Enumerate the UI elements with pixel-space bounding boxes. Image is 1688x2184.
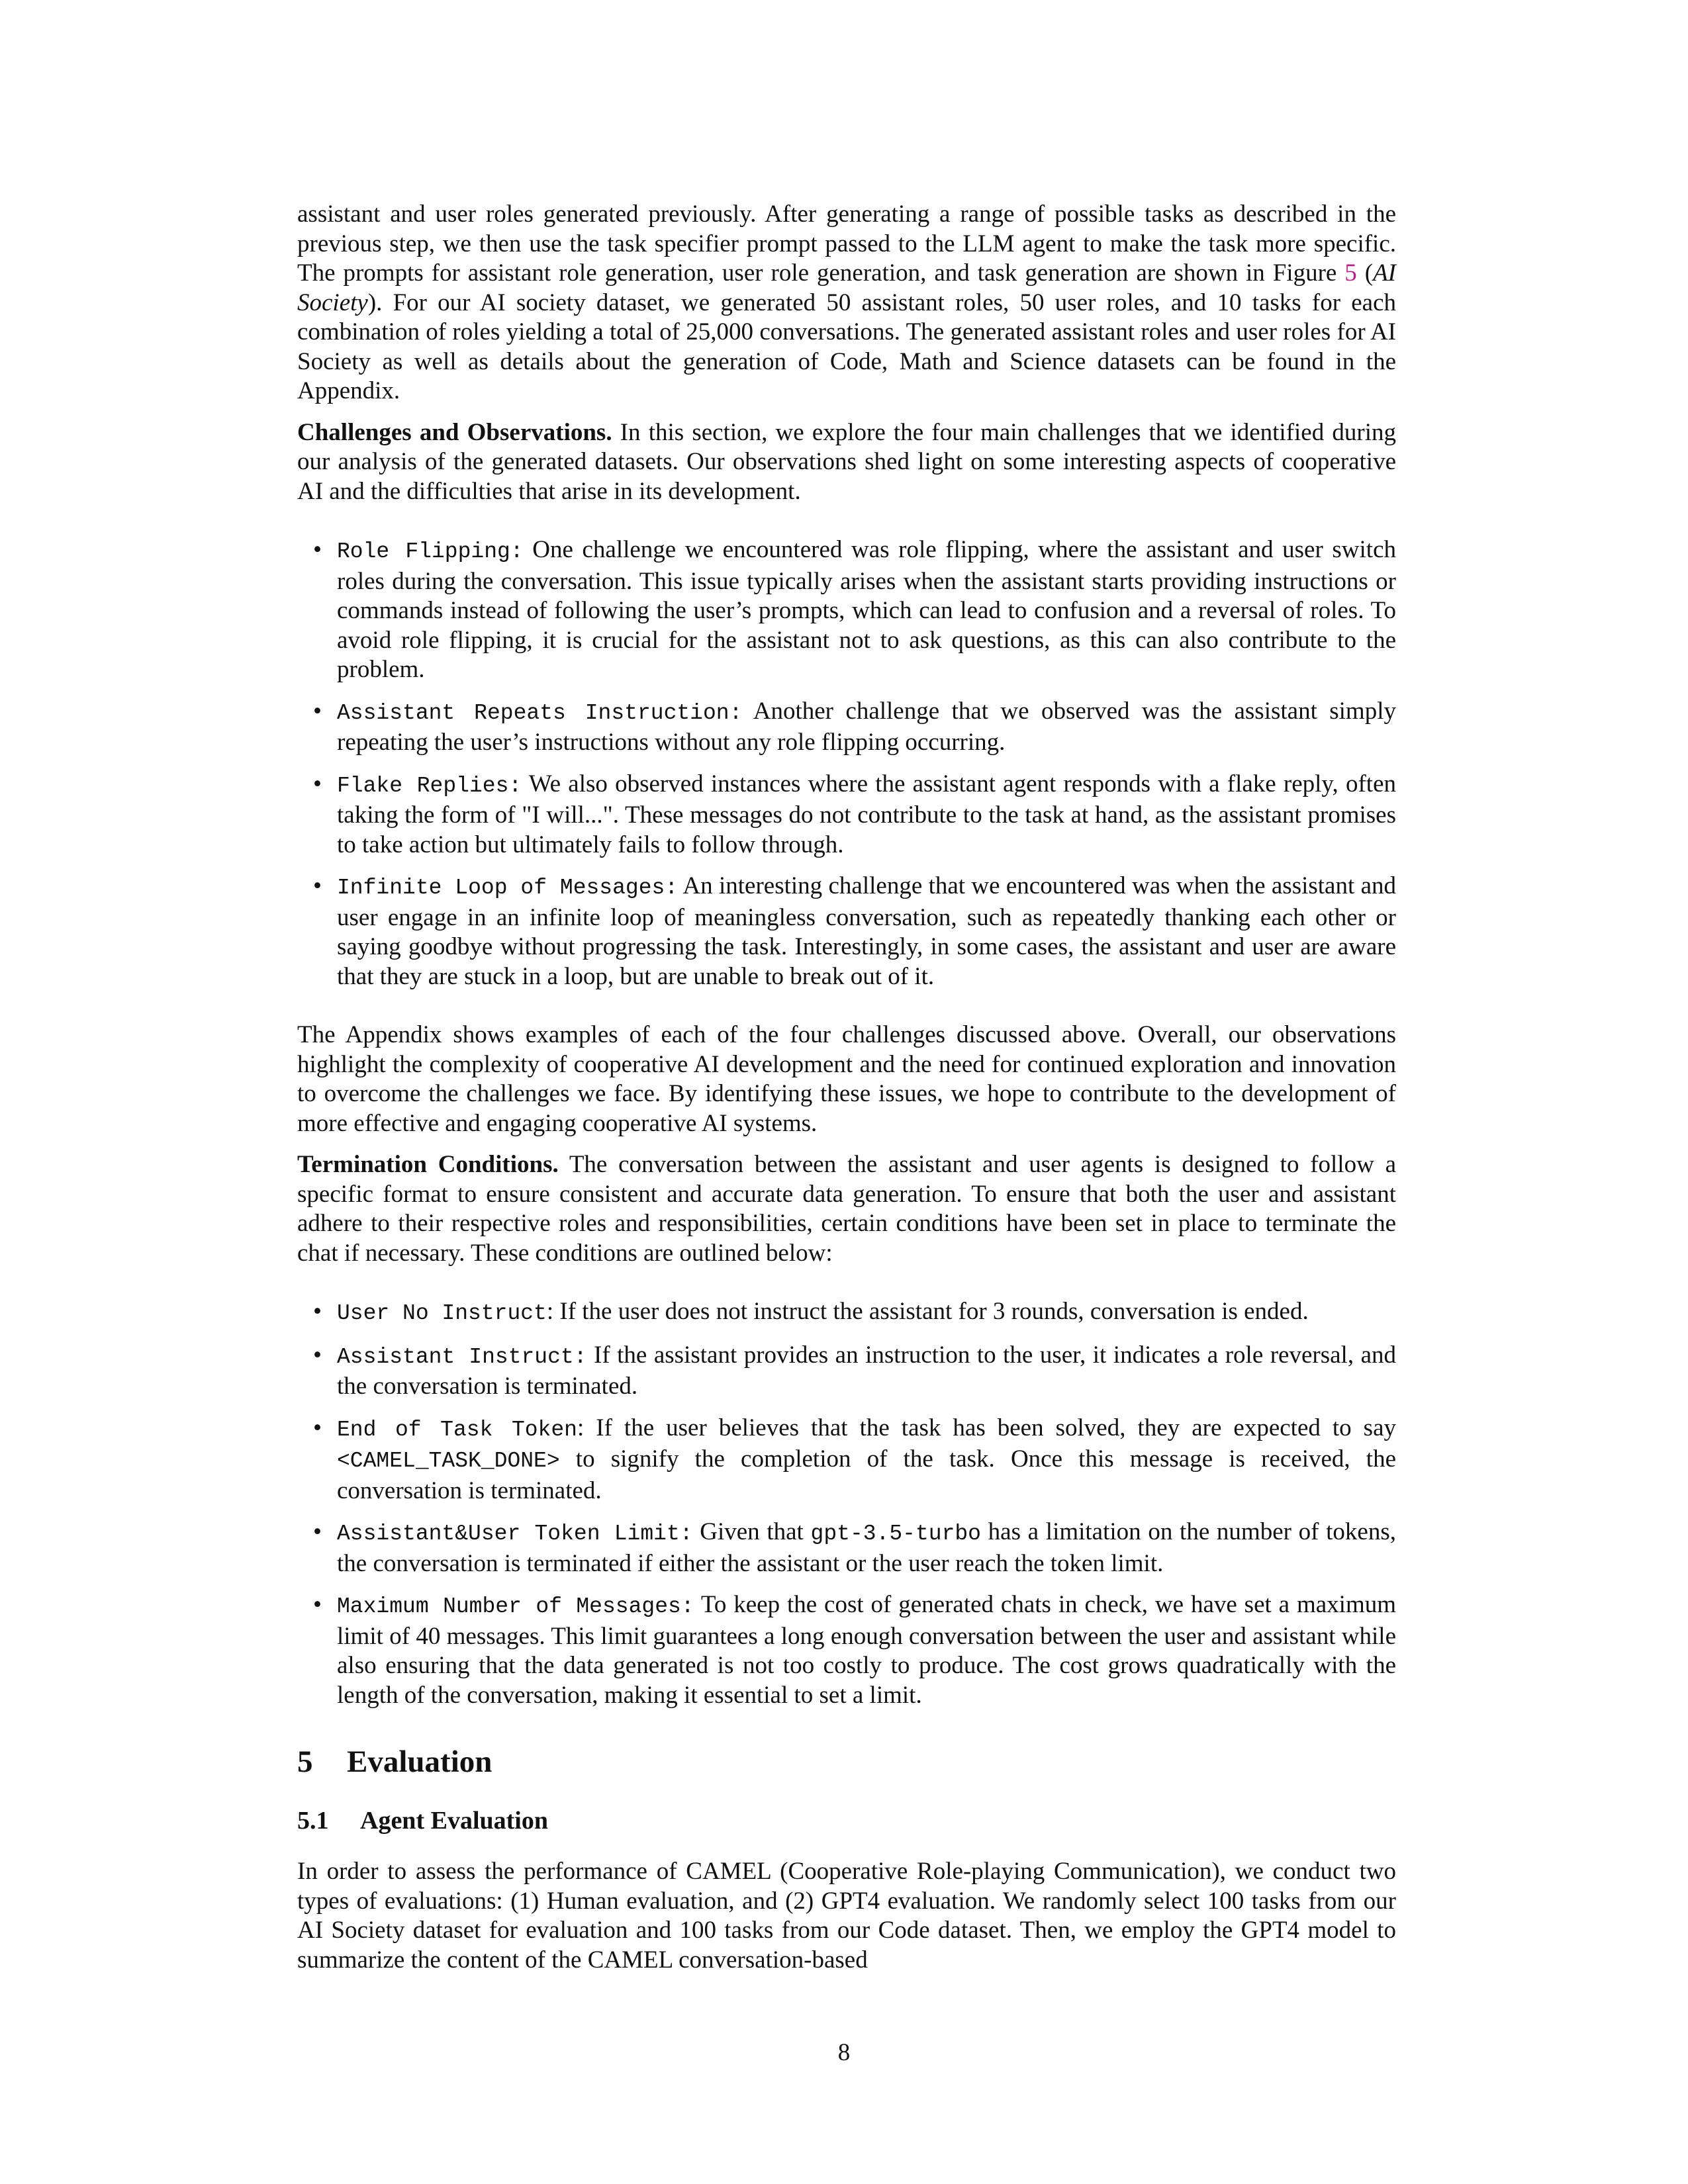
item-text: Another challenge that we observed was the assistant simply repeating the user’s instructions without any role flipping occurring.: [337, 697, 1396, 756]
item-text: to signify the completion of the task. Once this message is received, the conversation is terminated.: [337, 1445, 1396, 1504]
list-item: [297, 535, 1396, 685]
bullet-icon: •: [313, 1341, 322, 1369]
item-term: User No Instruct: [337, 1301, 547, 1326]
item-text: If the assistant provides an instruction to the user, it indicates a role reversal, and the conversation is terminated.: [337, 1341, 1396, 1400]
challenges-text: In this section, we explore the four main challenges that we identified during our analysis of the generated datasets. Our observations shed light on some interesting aspects of cooperative AI and the difficulties that arise in its development.: [297, 418, 1396, 505]
item-text: has a limitation on the number of tokens, the conversation is terminated if either the assistant or the user reach the token limit.: [337, 1518, 1396, 1577]
intro-text: assistant and user roles generated previously. After generating a range of possible tasks as described in the previous step, we then use the task specifier prompt passed to the LLM agent to make the task more specific. The prompts for assistant role generation, user role generation, and task generation are shown in Figure: [297, 201, 1396, 287]
item-text: To keep the cost of generated chats in check, we have set a maximum limit of 40 messages. This limit guarantees a long enough conversation between the user and assistant while also ensuring that the data generated is not too costly to produce. The cost grows quadratically with the length of the conversation, making it essential to set a limit.: [337, 1591, 1397, 1709]
bullet-icon: •: [313, 536, 322, 563]
subsection-heading: [297, 1804, 1396, 1837]
bullet-icon: •: [313, 1591, 322, 1618]
page-number: 8: [837, 2039, 851, 2066]
subsection-title: Agent Evaluation: [360, 1807, 548, 1835]
list-item: [297, 1341, 1396, 1402]
list-item: [297, 1590, 1396, 1710]
challenges-paragraph: [297, 418, 1396, 507]
list-item: [297, 872, 1396, 991]
section-heading: [297, 1742, 1396, 1782]
item-term: Assistant Repeats Instruction:: [337, 700, 743, 725]
bullet-icon: •: [313, 1298, 322, 1325]
item-term: Assistant Instruct:: [337, 1344, 587, 1369]
page-body: [297, 200, 1396, 1975]
challenges-list: [297, 535, 1396, 991]
intro-text: (: [1356, 259, 1374, 287]
list-item: [297, 697, 1396, 758]
model-name: gpt-3.5-turbo: [810, 1522, 981, 1546]
list-item: [297, 1414, 1396, 1506]
termination-paragraph: [297, 1150, 1396, 1268]
figure-5-link[interactable]: 5: [1344, 259, 1357, 287]
bullet-icon: •: [313, 1518, 322, 1545]
section-title: Evaluation: [347, 1745, 492, 1779]
list-item: [297, 770, 1396, 860]
item-term: Flake Replies:: [337, 773, 522, 798]
bullet-icon: •: [313, 770, 322, 797]
termination-heading: Termination Conditions.: [297, 1151, 559, 1178]
item-term: Role Flipping:: [337, 539, 524, 564]
item-text: An interesting challenge that we encountered was when the assistant and user engage in an infinite loop of meaningless conversation, such as repeatedly thanking each other or saying goodbye without progressing the task. Interestingly, in some cases, the assistant and user are aware that they are stuck in a loop, but are unable to break out of it.: [337, 872, 1397, 990]
ai-society-label: AI Society: [297, 259, 1397, 316]
list-item: [297, 1518, 1396, 1578]
item-text: We also observed instances where the assistant agent responds with a flake reply, often taking the form of "I will...". These messages do not contribute to the task at hand, as the assistant promises to take action but ultimately fails to follow through.: [337, 770, 1396, 858]
item-term: Assistant&User Token Limit:: [337, 1522, 693, 1546]
bullet-icon: •: [313, 1414, 322, 1441]
subsection-number: 5.1: [297, 1807, 329, 1835]
appendix-paragraph: The Appendix shows examples of each of the four challenges discussed above. Overall, our observations highlight the complexity of cooperative AI development and the need for continued exploration and innovation to overcome the challenges we face. By identifying these issues, we hope to contribute to the development of more effective and engaging cooperative AI systems.: [297, 1021, 1396, 1137]
item-text: Given that: [692, 1518, 811, 1545]
item-term: Infinite Loop of Messages:: [337, 876, 679, 900]
list-item: [297, 1297, 1396, 1329]
bullet-icon: •: [313, 697, 322, 725]
bullet-icon: •: [313, 872, 322, 899]
item-text: One challenge we encountered was role flipping, where the assistant and user switch roles during the conversation. This issue typically arises when the assistant starts providing instructions or commands instead of following the user’s prompts, which can lead to confusion and a reversal of roles. To avoid role flipping, it is crucial for the assistant not to ask questions, as this can also contribute to the problem.: [337, 536, 1396, 683]
challenges-heading: Challenges and Observations.: [297, 418, 612, 446]
item-text: : If the user does not instruct the assistant for 3 rounds, conversation is ended.: [546, 1298, 1309, 1325]
intro-paragraph: [297, 200, 1396, 406]
section-number: 5: [297, 1745, 313, 1779]
termination-list: [297, 1297, 1396, 1710]
task-done-token: <CAMEL_TASK_DONE>: [337, 1449, 560, 1473]
item-text: : If the user believes that the task has been solved, they are expected to say: [577, 1414, 1397, 1441]
termination-text: The conversation between the assistant and user agents is designed to follow a specific format to ensure consistent and accurate data generation. To ensure that both the user and assistant adhere to their respective roles and responsibilities, certain conditions have been set in place to terminate the chat if necessary. These conditions are outlined below:: [297, 1151, 1396, 1267]
item-term: End of Task Token: [337, 1417, 577, 1442]
intro-text: ). For our AI society dataset, we generated 50 assistant roles, 50 user roles, and 10 tasks for each combination of roles yielding a total of 25,000 conversations. The generated assistant roles and user roles for AI Society as well as details about the generation of Code, Math and Science datasets can be found in the Appendix.: [297, 289, 1396, 404]
evaluation-paragraph: In order to assess the performance of CAMEL (Cooperative Role-playing Communication), we conduct two types of evaluations: (1) Human evaluation, and (2) GPT4 evaluation. We randomly select 100 tasks from our AI Society dataset for evaluation and 100 tasks from our Code dataset. Then, we employ the GPT4 model to summarize the content of the CAMEL conversation-based: [297, 1858, 1396, 1974]
item-term: Maximum Number of Messages:: [337, 1594, 694, 1619]
